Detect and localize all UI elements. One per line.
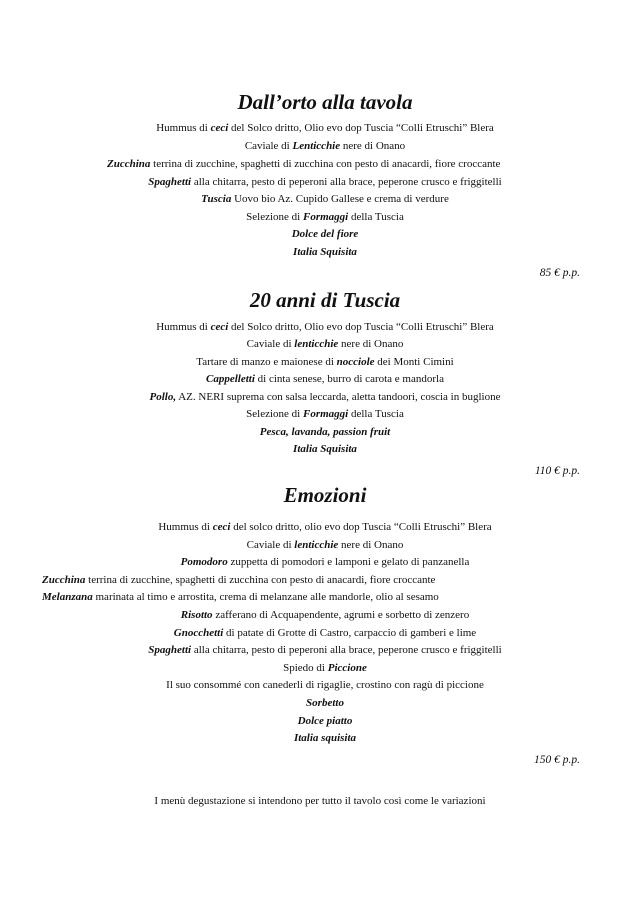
- menu-course: Cappelletti di cinta senese, burro di carota e mandorla: [206, 373, 444, 385]
- footer-note: I menù degustazione si intendono per tutto il tavolo così come le variazioni: [154, 795, 486, 807]
- menu-course: Italia Squisita: [293, 443, 357, 455]
- menu-course: Gnocchetti di patate di Grotte di Castro, carpaccio di gamberi e lime: [173, 627, 477, 639]
- menu-course: Hummus di ceci del Solco dritto, Olio evo dop Tuscia “Colli Etruschi” Blera: [156, 122, 494, 134]
- menu-price: 150 € p.p.: [534, 754, 580, 766]
- menu-price: 110 € p.p.: [534, 465, 580, 477]
- menu-course: Caviale di Lenticchie nere di Onano: [244, 140, 406, 152]
- menu-course: Tuscia Uovo bio Az. Cupido Gallese e crema di verdure: [201, 193, 449, 205]
- menu-course: Caviale di lenticchie nere di Onano: [246, 539, 404, 551]
- menu-course: Selezione di Formaggi della Tuscia: [246, 211, 404, 223]
- menu-title: Emozioni: [283, 483, 367, 507]
- menu-course: Zucchina terrina di zucchine, spaghetti di zucchina con pesto di anacardi, fiore croccante: [107, 158, 501, 170]
- menu-course: Hummus di ceci del Solco dritto, Olio evo dop Tuscia “Colli Etruschi” Blera: [156, 321, 494, 333]
- menu-course: Tartare di manzo e maionese di nocciole dei Monti Cimini: [196, 356, 454, 368]
- menu-course: Hummus di ceci del solco dritto, olio evo dop Tuscia “Colli Etruschi” Blera: [158, 521, 492, 533]
- menu-course: Caviale di lenticchie nere di Onano: [246, 338, 404, 350]
- menu-title: Dall’orto alla tavola: [237, 90, 413, 114]
- menu-title: 20 anni di Tuscia: [249, 288, 401, 312]
- menu-course: Spaghetti alla chitarra, pesto di peperoni alla brace, peperone crusco e friggitelli: [148, 176, 502, 188]
- menu-course: Melanzana marinata al timo e arrostita, crema di melanzane alle mandorle, olio al sesamo: [42, 591, 439, 603]
- menu-course: Pollo, AZ. NERI suprema con salsa leccarda, aletta tandoori, coscia in buglione: [149, 391, 501, 403]
- menu-course: Italia squisita: [293, 732, 357, 744]
- menu-course: Pesca, lavanda, passion fruit: [259, 426, 391, 438]
- menu-course: Selezione di Formaggi della Tuscia: [246, 408, 404, 420]
- menu-price: 85 € p.p.: [539, 267, 580, 279]
- menu-course: Sorbetto: [306, 697, 344, 709]
- menu-course: Pomodoro zuppetta di pomodori e lamponi e gelato di panzanella: [180, 556, 470, 568]
- menu-course: Risotto zafferano di Acquapendente, agrumi e sorbetto di zenzero: [180, 609, 470, 621]
- menu-course: Spiedo di Piccione: [283, 662, 367, 674]
- menu-course: Dolce piatto: [297, 715, 353, 727]
- menu-course: Zucchina terrina di zucchine, spaghetti di zucchina con pesto di anacardi, fiore croccante: [42, 574, 436, 586]
- menu-course: Il suo consommé con canederli di rigaglie, crostino con ragù di piccione: [166, 679, 484, 691]
- menu-course: Dolce del fiore: [291, 228, 359, 240]
- menu-course: Spaghetti alla chitarra, pesto di peperoni alla brace, peperone crusco e friggitelli: [148, 644, 502, 656]
- menu-course: Italia Squisita: [293, 246, 357, 258]
